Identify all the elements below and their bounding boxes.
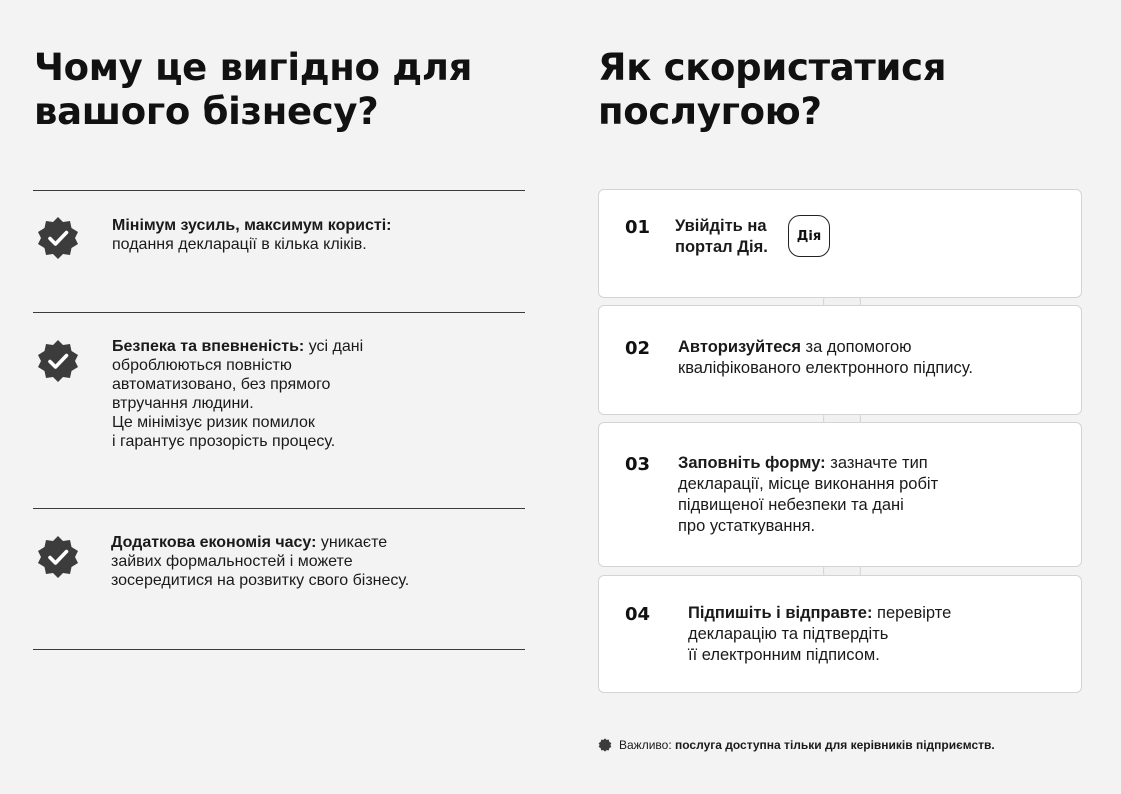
benefit-title-rest: уникаєте [316,534,388,551]
benefit-text [111,533,511,590]
step-line: про устаткування. [678,517,816,535]
benefit-title: Безпека та впевненість: [112,338,305,355]
step-text [678,337,973,379]
benefit-title: Додаткова економія часу: [111,534,317,551]
right-heading-line-1: Як скористатися [598,46,947,89]
diia-logo-icon[interactable]: Дія [788,215,830,257]
step-line: декларацію та підтвердіть [688,625,889,643]
divider [33,190,525,191]
step-card-01 [598,189,1082,298]
step-title: Заповніть форму: [678,454,826,472]
left-heading [34,46,534,134]
note-body: послуга доступна тільки для керівників підприємств. [671,738,995,752]
step-line: кваліфікованого електронного підпису. [678,359,973,377]
step-title: Підпишіть і відправте: [688,604,873,622]
benefit-text [112,216,512,254]
divider [33,649,525,650]
benefit-line: і гарантує прозорість процесу. [112,433,336,450]
divider [33,312,525,313]
step-number: 02 [625,338,651,359]
benefit-first-line [111,533,511,552]
right-heading-line-2: послугою? [598,90,822,133]
benefit-text [112,337,512,451]
benefit-line: подання декларації в кілька кліків. [112,236,367,253]
check-badge-icon [36,339,80,383]
step-text [688,603,951,666]
step-line: підвищеної небезпеки та дані [678,496,904,514]
benefit-line: Це мінімізує ризик помилок [112,414,315,431]
step-line: декларації, місце виконання робіт [678,475,939,493]
benefit-line: зайвих формальностей і можете [111,553,353,570]
step-text [678,453,938,537]
step-card-03 [598,422,1082,567]
step-card-04 [598,575,1082,693]
benefit-line: втручання людини. [112,395,254,412]
left-heading-line-2: вашого бізнесу? [34,90,379,133]
check-badge-icon [36,216,80,260]
note-label: Важливо: [619,738,672,752]
step-title: портал Дія. [675,238,768,256]
step-title-rest: перевірте [872,604,952,622]
step-first-line [678,453,938,474]
benefit-title: Мінімум зусиль, максимум користі: [112,217,392,234]
benefit-line: автоматизовано, без прямого [112,376,331,393]
step-title-rest: зазначте тип [825,454,928,472]
step-title-rest: за допомогою [800,338,912,356]
left-heading-line-1: Чому це вигідно для [34,46,473,89]
step-number: 04 [625,604,651,625]
important-note [598,737,1078,753]
step-title: Увійдіть на [675,217,767,235]
benefit-title-rest: усі дані [304,338,364,355]
badge-icon [598,738,612,752]
step-text [675,216,768,258]
step-first-line [678,337,973,358]
check-badge-icon [36,535,80,579]
step-title: Авторизуйтеся [678,338,801,356]
right-heading [598,46,1098,134]
benefit-first-line [112,337,512,356]
divider [33,508,525,509]
step-number: 03 [625,454,651,475]
note-text [619,737,995,753]
step-number: 01 [625,217,651,238]
step-line: її електронним підписом. [688,646,880,664]
step-card-02 [598,305,1082,415]
benefit-line: зосередитися на розвитку свого бізнесу. [111,572,410,589]
benefit-line: оброблюються повністю [112,357,292,374]
step-first-line [688,603,951,624]
